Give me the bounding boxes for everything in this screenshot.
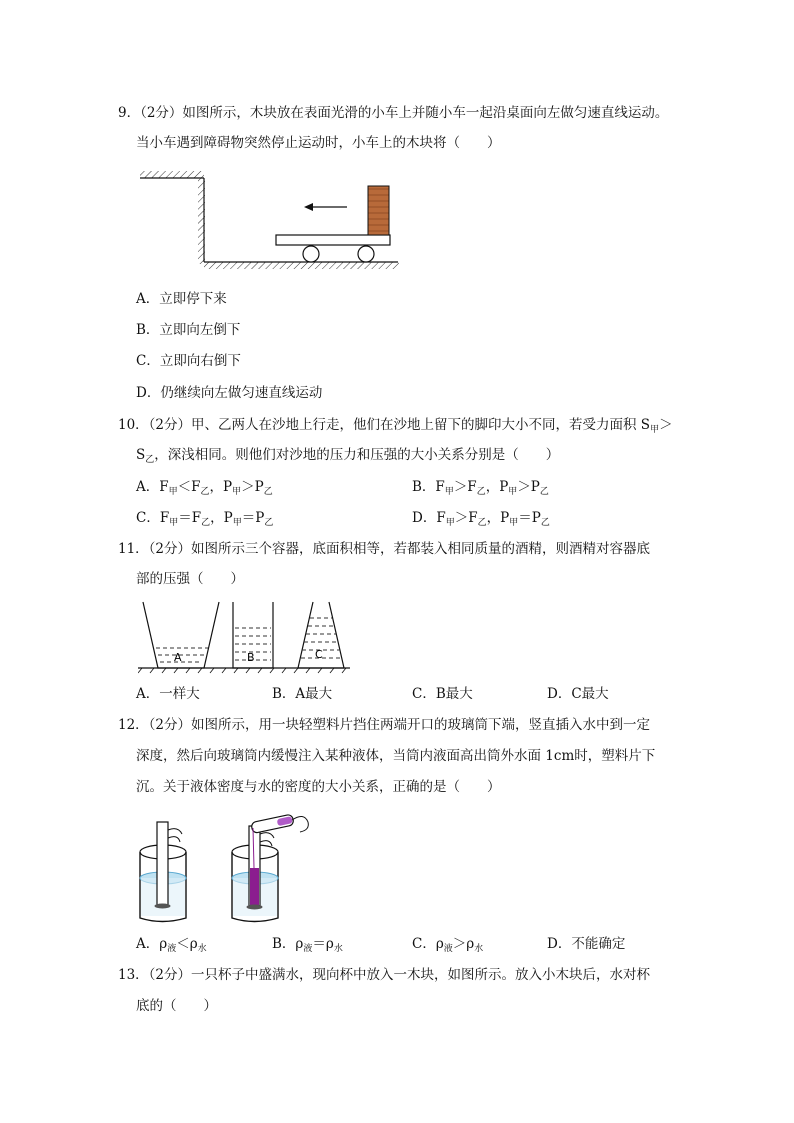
q11-option-d[interactable]: D．C最大	[547, 686, 609, 702]
q9-stem-line1: 9．（2分）如图所示，木块放在表面光滑的小车上并随小车一起沿桌面向左做匀速直线运动。	[118, 105, 669, 121]
q11-stem-line1: 11．（2分）如图所示三个容器，底面积相等，若都装入相同质量的酒精，则酒精对容器底	[118, 541, 651, 557]
q10-option-b[interactable]: B．$F_甲>F_乙$，$P_甲>P_乙$	[412, 479, 549, 497]
q11-option-c[interactable]: C．B最大	[412, 686, 473, 702]
q9-option-c[interactable]: C．立即向右倒下	[136, 353, 241, 369]
q11-stem-line2: 部的压强（ ）	[136, 571, 244, 587]
q9-option-b[interactable]: B．立即向左倒下	[136, 322, 241, 338]
container-b-label: B	[247, 651, 255, 664]
q12-stem-line1: 12．（2分）如图所示，用一块轻塑料片挡住两端开口的玻璃筒下端，竖直插入水中到一定	[118, 717, 651, 733]
q9-stem-line2: 当小车遇到障碍物突然停止运动时，小车上的木块将（ ）	[136, 135, 501, 151]
q10-stem-line1: 10．（2分）甲、乙两人在沙地上行走，他们在沙地上留下的脚印大小不同，若受力面积 $S_甲>$	[118, 417, 673, 435]
q9-option-a[interactable]: A．立即停下来	[136, 291, 227, 307]
container-a-label: A	[174, 651, 182, 664]
q12-cylinder-figure	[134, 808, 324, 926]
q13-stem-line1: 13．（2分）一只杯子中盛满水，现向杯中放入一木块，如图所示。放入小木块后，水对杯	[118, 967, 651, 983]
q12-option-a[interactable]: A．$\rho_液<\rho_水$	[136, 936, 207, 954]
q12-option-c[interactable]: C．$\rho_液>\rho_水$	[412, 936, 484, 954]
q11-containers-figure	[138, 598, 350, 674]
q10-option-d[interactable]: D．$F_甲>F_乙$，$P_甲=P_乙$	[412, 510, 550, 528]
q12-stem-line3: 沉。关于液体密度与水的密度的大小关系，正确的是（ ）	[136, 779, 501, 795]
container-c-label: C	[315, 648, 323, 661]
q11-option-b[interactable]: B．A最大	[272, 686, 333, 702]
q12-stem-line2: 深度，然后向玻璃筒内缓慢注入某种液体，当筒内液面高出筒外水面 1cm时，塑料片下	[136, 748, 656, 764]
q12-option-b[interactable]: B．$\rho_液=\rho_水$	[272, 936, 343, 954]
q9-option-d[interactable]: D．仍继续向左做匀速直线运动	[136, 385, 323, 401]
q9-cart-figure	[140, 168, 405, 272]
q10-option-c[interactable]: C．$F_甲=F_乙$，$P_甲=P_乙$	[136, 510, 274, 528]
q13-stem-line2: 底的（ ）	[136, 998, 217, 1014]
q10-stem-line2: $S_乙$，深浅相同。则他们对沙地的压力和压强的大小关系分别是（ ）	[136, 447, 560, 465]
q12-option-d[interactable]: D．不能确定	[547, 936, 626, 952]
q10-option-a[interactable]: A．$F_甲<F_乙$，$P_甲>P_乙$	[136, 479, 273, 497]
q11-option-a[interactable]: A．一样大	[136, 686, 200, 702]
